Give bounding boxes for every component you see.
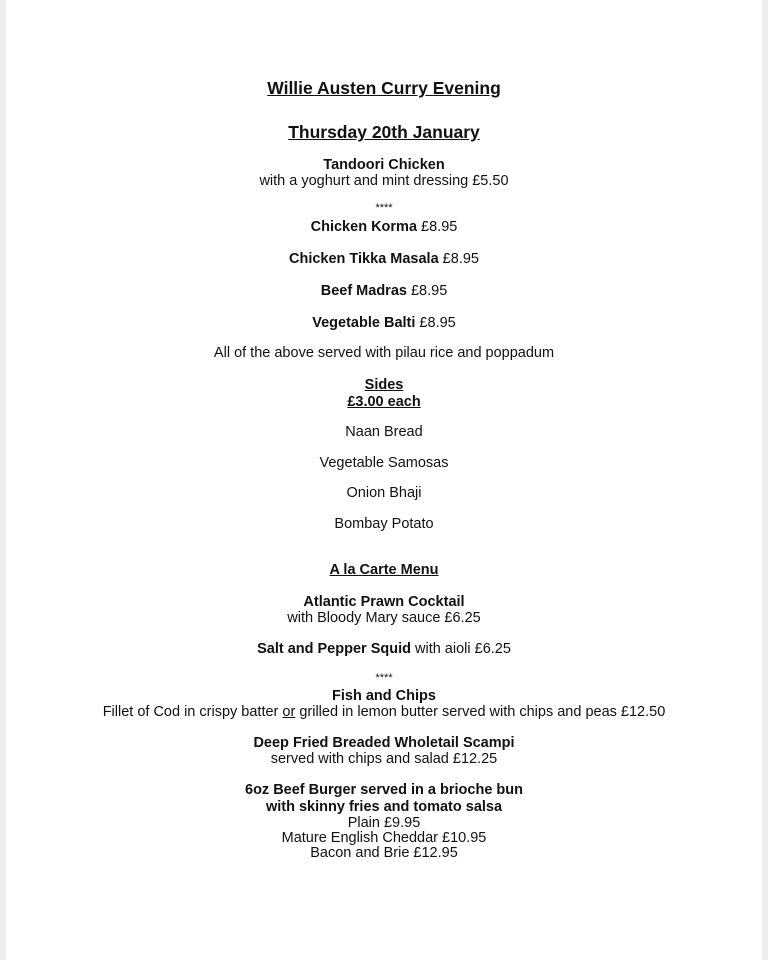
curry-item: Chicken Korma £8.95 bbox=[310, 219, 458, 235]
starter-desc: with a yoghurt and mint dressing £5.50 bbox=[259, 173, 509, 189]
prawn-desc: with Bloody Mary sauce £6.25 bbox=[287, 610, 481, 626]
alacarte-heading: A la Carte Menu bbox=[329, 562, 439, 578]
burger-option: Plain £9.95 bbox=[347, 815, 421, 831]
burger-option: Bacon and Brie £12.95 bbox=[310, 845, 458, 861]
starter-name: Tandoori Chicken bbox=[323, 157, 445, 173]
separator: **** bbox=[375, 672, 393, 684]
side-item: Onion Bhaji bbox=[346, 485, 422, 501]
curry-note: All of the above served with pilau rice and poppadum bbox=[213, 345, 555, 361]
fish-name: Fish and Chips bbox=[332, 688, 436, 704]
side-item: Bombay Potato bbox=[334, 516, 434, 532]
curry-item: Chicken Tikka Masala £8.95 bbox=[289, 251, 479, 267]
separator: **** bbox=[375, 202, 393, 214]
burger-name: 6oz Beef Burger served in a brioche bun bbox=[245, 782, 523, 798]
burger-option: Mature English Cheddar £10.95 bbox=[281, 830, 487, 846]
side-item: Naan Bread bbox=[345, 424, 423, 440]
prawn-name: Atlantic Prawn Cocktail bbox=[303, 594, 465, 610]
fish-desc: Fillet of Cod in crispy batter or grilled in lemon butter served with chips and peas £12.50 bbox=[102, 704, 666, 720]
sides-heading: Sides bbox=[364, 377, 404, 393]
side-item: Vegetable Samosas bbox=[319, 455, 449, 471]
scampi-desc: served with chips and salad £12.25 bbox=[270, 751, 498, 767]
sides-price: £3.00 each bbox=[347, 394, 421, 410]
curry-item: Beef Madras £8.95 bbox=[320, 283, 448, 299]
menu-title: Willie Austen Curry Evening bbox=[267, 78, 501, 98]
burger-name-2: with skinny fries and tomato salsa bbox=[265, 799, 503, 815]
curry-item: Vegetable Balti £8.95 bbox=[312, 315, 456, 331]
squid-item: Salt and Pepper Squid with aioli £6.25 bbox=[257, 641, 511, 657]
menu-date: Thursday 20th January bbox=[288, 122, 480, 142]
scampi-name: Deep Fried Breaded Wholetail Scampi bbox=[253, 735, 515, 751]
